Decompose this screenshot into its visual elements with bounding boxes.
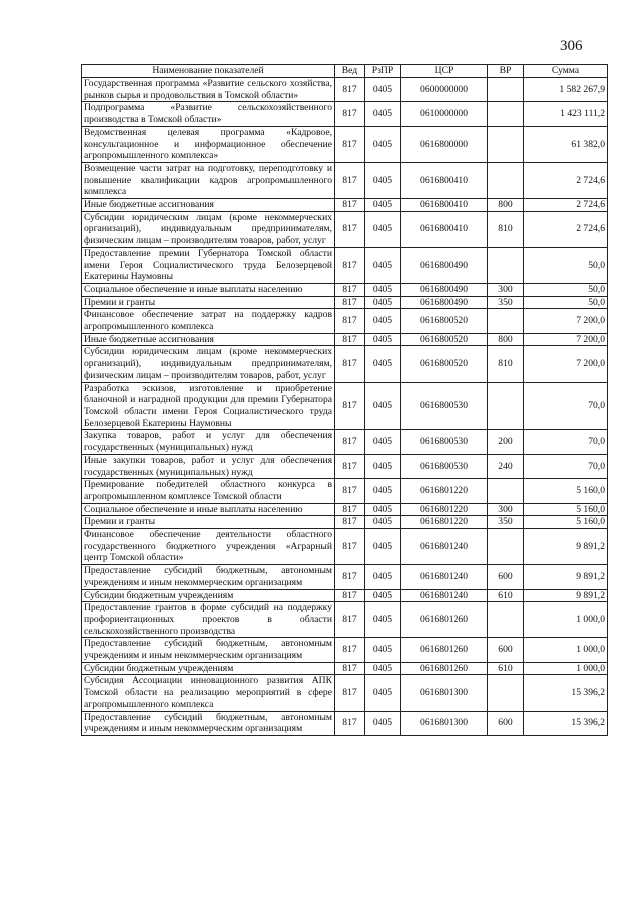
cell-name: Иные закупки товаров, работ и услуг для обеспечения государственных (муниципальных) нужд	[82, 454, 335, 478]
cell-sum: 50,0	[524, 296, 608, 309]
cell-sum: 15 396,2	[524, 675, 608, 711]
cell-sum: 5 160,0	[524, 516, 608, 529]
budget-table	[81, 64, 608, 736]
cell-rzpr: 0405	[365, 638, 401, 662]
cell-rzpr: 0405	[365, 430, 401, 454]
cell-name: Субсидии юридическим лицам (кроме некоммерческих организаций), индивидуальным предпринимателям, физическим лицам – производителям товаров, работ, услуг	[82, 211, 335, 247]
cell-name: Социальное обеспечение и иные выплаты населению	[82, 503, 335, 516]
cell-vr: 600	[488, 711, 524, 735]
cell-vr: 810	[488, 346, 524, 382]
cell-vr	[488, 382, 524, 430]
cell-ved: 817	[335, 529, 365, 565]
table-row	[82, 211, 608, 247]
cell-ved: 817	[335, 296, 365, 309]
cell-rzpr: 0405	[365, 589, 401, 602]
cell-name: Ведомственная целевая программа «Кадровое, консультационное и информационное обеспечение агропромышленного комплекса»	[82, 126, 335, 162]
cell-rzpr: 0405	[365, 503, 401, 516]
cell-csr: 0616801240	[401, 565, 488, 589]
cell-csr: 0616801260	[401, 662, 488, 675]
cell-rzpr: 0405	[365, 102, 401, 126]
table-row	[82, 675, 608, 711]
cell-rzpr: 0405	[365, 211, 401, 247]
cell-name: Премии и гранты	[82, 516, 335, 529]
table-row	[82, 662, 608, 675]
cell-csr: 0616801220	[401, 479, 488, 503]
cell-ved: 817	[335, 503, 365, 516]
cell-vr: 200	[488, 430, 524, 454]
cell-name: Государственная программа «Развитие сельского хозяйства, рынков сырья и продовольствия в Томской области»	[82, 78, 335, 102]
cell-csr: 0616800520	[401, 333, 488, 346]
cell-vr: 600	[488, 565, 524, 589]
cell-csr: 0616800490	[401, 296, 488, 309]
cell-sum: 1 000,0	[524, 602, 608, 638]
col-header-csr: ЦСР	[401, 65, 488, 78]
cell-vr: 800	[488, 199, 524, 212]
cell-ved: 817	[335, 382, 365, 430]
cell-csr: 0616801260	[401, 602, 488, 638]
col-header-sum: Сумма	[524, 65, 608, 78]
cell-rzpr: 0405	[365, 675, 401, 711]
cell-csr: 0616800490	[401, 283, 488, 296]
cell-sum: 70,0	[524, 382, 608, 430]
cell-vr: 610	[488, 589, 524, 602]
cell-sum: 1 000,0	[524, 662, 608, 675]
cell-rzpr: 0405	[365, 565, 401, 589]
cell-vr	[488, 102, 524, 126]
cell-csr: 0616800530	[401, 382, 488, 430]
cell-ved: 817	[335, 199, 365, 212]
cell-name: Субсидии бюджетным учреждениям	[82, 589, 335, 602]
cell-rzpr: 0405	[365, 199, 401, 212]
col-header-rzpr: РзПР	[365, 65, 401, 78]
cell-csr: 0616800410	[401, 162, 488, 198]
cell-sum: 50,0	[524, 247, 608, 283]
cell-sum: 9 891,2	[524, 565, 608, 589]
table-row	[82, 589, 608, 602]
table-row	[82, 283, 608, 296]
cell-sum: 50,0	[524, 283, 608, 296]
cell-vr	[488, 162, 524, 198]
cell-csr: 0616801240	[401, 589, 488, 602]
cell-sum: 15 396,2	[524, 711, 608, 735]
cell-vr: 810	[488, 211, 524, 247]
table-row	[82, 333, 608, 346]
cell-sum: 1 423 111,2	[524, 102, 608, 126]
table-row	[82, 382, 608, 430]
cell-rzpr: 0405	[365, 516, 401, 529]
cell-vr: 350	[488, 296, 524, 309]
cell-ved: 817	[335, 333, 365, 346]
cell-name: Субсидии бюджетным учреждениям	[82, 662, 335, 675]
cell-ved: 817	[335, 247, 365, 283]
table-row	[82, 296, 608, 309]
cell-vr	[488, 479, 524, 503]
cell-sum: 70,0	[524, 454, 608, 478]
cell-ved: 817	[335, 283, 365, 296]
cell-ved: 817	[335, 638, 365, 662]
cell-rzpr: 0405	[365, 78, 401, 102]
cell-sum: 1 000,0	[524, 638, 608, 662]
table-row	[82, 247, 608, 283]
table-header-row	[82, 65, 608, 78]
cell-csr: 0616801260	[401, 638, 488, 662]
cell-name: Иные бюджетные ассигнования	[82, 199, 335, 212]
cell-rzpr: 0405	[365, 247, 401, 283]
cell-sum: 1 582 267,9	[524, 78, 608, 102]
cell-vr	[488, 309, 524, 333]
cell-vr: 600	[488, 638, 524, 662]
cell-vr: 240	[488, 454, 524, 478]
cell-vr: 300	[488, 283, 524, 296]
table-row	[82, 309, 608, 333]
cell-name: Предоставление субсидий бюджетным, автономным учреждениям и иным некоммерческим организациям	[82, 565, 335, 589]
cell-name: Предоставление премии Губернатора Томской области имени Героя Социалистического труда Белозерцевой Екатерины Наумовны	[82, 247, 335, 283]
cell-name: Субсидия Ассоциации инновационного развития АПК Томской области на реализацию мероприятий в сфере агропромышленного комплекса	[82, 675, 335, 711]
cell-rzpr: 0405	[365, 162, 401, 198]
table-row	[82, 78, 608, 102]
cell-ved: 817	[335, 78, 365, 102]
cell-sum: 61 382,0	[524, 126, 608, 162]
cell-vr: 350	[488, 516, 524, 529]
cell-rzpr: 0405	[365, 602, 401, 638]
cell-rzpr: 0405	[365, 126, 401, 162]
cell-ved: 817	[335, 162, 365, 198]
cell-csr: 0616801220	[401, 503, 488, 516]
cell-ved: 817	[335, 126, 365, 162]
cell-ved: 817	[335, 430, 365, 454]
cell-sum: 2 724,6	[524, 199, 608, 212]
cell-csr: 0616801300	[401, 711, 488, 735]
cell-name: Премии и гранты	[82, 296, 335, 309]
cell-name: Премирование победителей областного конкурса в агропромышленном комплексе Томской области	[82, 479, 335, 503]
cell-csr: 0600000000	[401, 78, 488, 102]
cell-name: Финансовое обеспечение деятельности областного государственного бюджетного учреждения «Аграрный центр Томской области»	[82, 529, 335, 565]
cell-ved: 817	[335, 675, 365, 711]
page-number: 306	[560, 38, 583, 54]
cell-name: Предоставление грантов в форме субсидий на поддержку профориентационных проектов в области сельскохозяйственного производства	[82, 602, 335, 638]
cell-ved: 817	[335, 589, 365, 602]
cell-rzpr: 0405	[365, 529, 401, 565]
cell-vr	[488, 78, 524, 102]
cell-vr: 800	[488, 333, 524, 346]
table-row	[82, 199, 608, 212]
cell-csr: 0616800490	[401, 247, 488, 283]
table-body	[82, 78, 608, 736]
cell-name: Закупка товаров, работ и услуг для обеспечения государственных (муниципальных) нужд	[82, 430, 335, 454]
cell-vr	[488, 529, 524, 565]
table-row	[82, 346, 608, 382]
cell-sum: 9 891,2	[524, 529, 608, 565]
table-row	[82, 529, 608, 565]
cell-ved: 817	[335, 516, 365, 529]
table-row	[82, 711, 608, 735]
cell-ved: 817	[335, 211, 365, 247]
cell-csr: 0610000000	[401, 102, 488, 126]
col-header-name: Наименование показателей	[82, 65, 335, 78]
cell-sum: 2 724,6	[524, 211, 608, 247]
col-header-ved: Вед	[335, 65, 365, 78]
cell-ved: 817	[335, 602, 365, 638]
table-row	[82, 162, 608, 198]
cell-rzpr: 0405	[365, 662, 401, 675]
cell-vr	[488, 126, 524, 162]
cell-sum: 70,0	[524, 430, 608, 454]
cell-rzpr: 0405	[365, 479, 401, 503]
table-row	[82, 454, 608, 478]
cell-ved: 817	[335, 565, 365, 589]
cell-rzpr: 0405	[365, 333, 401, 346]
cell-csr: 0616800520	[401, 346, 488, 382]
cell-rzpr: 0405	[365, 382, 401, 430]
cell-ved: 817	[335, 102, 365, 126]
cell-vr	[488, 675, 524, 711]
cell-name: Предоставление субсидий бюджетным, автономным учреждениям и иным некоммерческим организациям	[82, 711, 335, 735]
cell-csr: 0616800530	[401, 430, 488, 454]
cell-ved: 817	[335, 711, 365, 735]
cell-ved: 817	[335, 662, 365, 675]
cell-sum: 7 200,0	[524, 309, 608, 333]
cell-rzpr: 0405	[365, 454, 401, 478]
cell-ved: 817	[335, 454, 365, 478]
cell-name: Разработка эскизов, изготовление и приобретение бланочной и наградной продукции для премии Губернатора Томской области имени Героя Социалистического труда Белозерцевой Екатерины Наумовны	[82, 382, 335, 430]
cell-sum: 9 891,2	[524, 589, 608, 602]
cell-ved: 817	[335, 309, 365, 333]
cell-csr: 0616801300	[401, 675, 488, 711]
cell-sum: 5 160,0	[524, 479, 608, 503]
cell-ved: 817	[335, 346, 365, 382]
cell-csr: 0616801240	[401, 529, 488, 565]
cell-rzpr: 0405	[365, 346, 401, 382]
cell-name: Подпрограмма «Развитие сельскохозяйственного производства в Томской области»	[82, 102, 335, 126]
cell-rzpr: 0405	[365, 283, 401, 296]
cell-sum: 7 200,0	[524, 346, 608, 382]
table-row	[82, 126, 608, 162]
cell-csr: 0616800410	[401, 211, 488, 247]
cell-ved: 817	[335, 479, 365, 503]
cell-csr: 0616800530	[401, 454, 488, 478]
table-row	[82, 602, 608, 638]
table-row	[82, 479, 608, 503]
cell-rzpr: 0405	[365, 711, 401, 735]
cell-rzpr: 0405	[365, 296, 401, 309]
cell-vr: 300	[488, 503, 524, 516]
col-header-vr: ВР	[488, 65, 524, 78]
cell-name: Субсидии юридическим лицам (кроме некоммерческих организаций), индивидуальным предпринимателям, физическим лицам – производителям товаров, работ, услуг	[82, 346, 335, 382]
cell-name: Возмещение части затрат на подготовку, переподготовку и повышение квалификации кадров агропромышленного комплекса	[82, 162, 335, 198]
cell-name: Предоставление субсидий бюджетным, автономным учреждениям и иным некоммерческим организациям	[82, 638, 335, 662]
cell-rzpr: 0405	[365, 309, 401, 333]
table-row	[82, 565, 608, 589]
cell-sum: 7 200,0	[524, 333, 608, 346]
cell-name: Социальное обеспечение и иные выплаты населению	[82, 283, 335, 296]
cell-csr: 0616800410	[401, 199, 488, 212]
cell-vr	[488, 602, 524, 638]
cell-name: Финансовое обеспечение затрат на поддержку кадров агропромышленного комплекса	[82, 309, 335, 333]
cell-csr: 0616800000	[401, 126, 488, 162]
table-row	[82, 638, 608, 662]
cell-csr: 0616801220	[401, 516, 488, 529]
cell-sum: 5 160,0	[524, 503, 608, 516]
table-row	[82, 503, 608, 516]
cell-csr: 0616800520	[401, 309, 488, 333]
table-row	[82, 430, 608, 454]
cell-sum: 2 724,6	[524, 162, 608, 198]
cell-vr	[488, 247, 524, 283]
cell-vr: 610	[488, 662, 524, 675]
table-row	[82, 516, 608, 529]
table-row	[82, 102, 608, 126]
cell-name: Иные бюджетные ассигнования	[82, 333, 335, 346]
